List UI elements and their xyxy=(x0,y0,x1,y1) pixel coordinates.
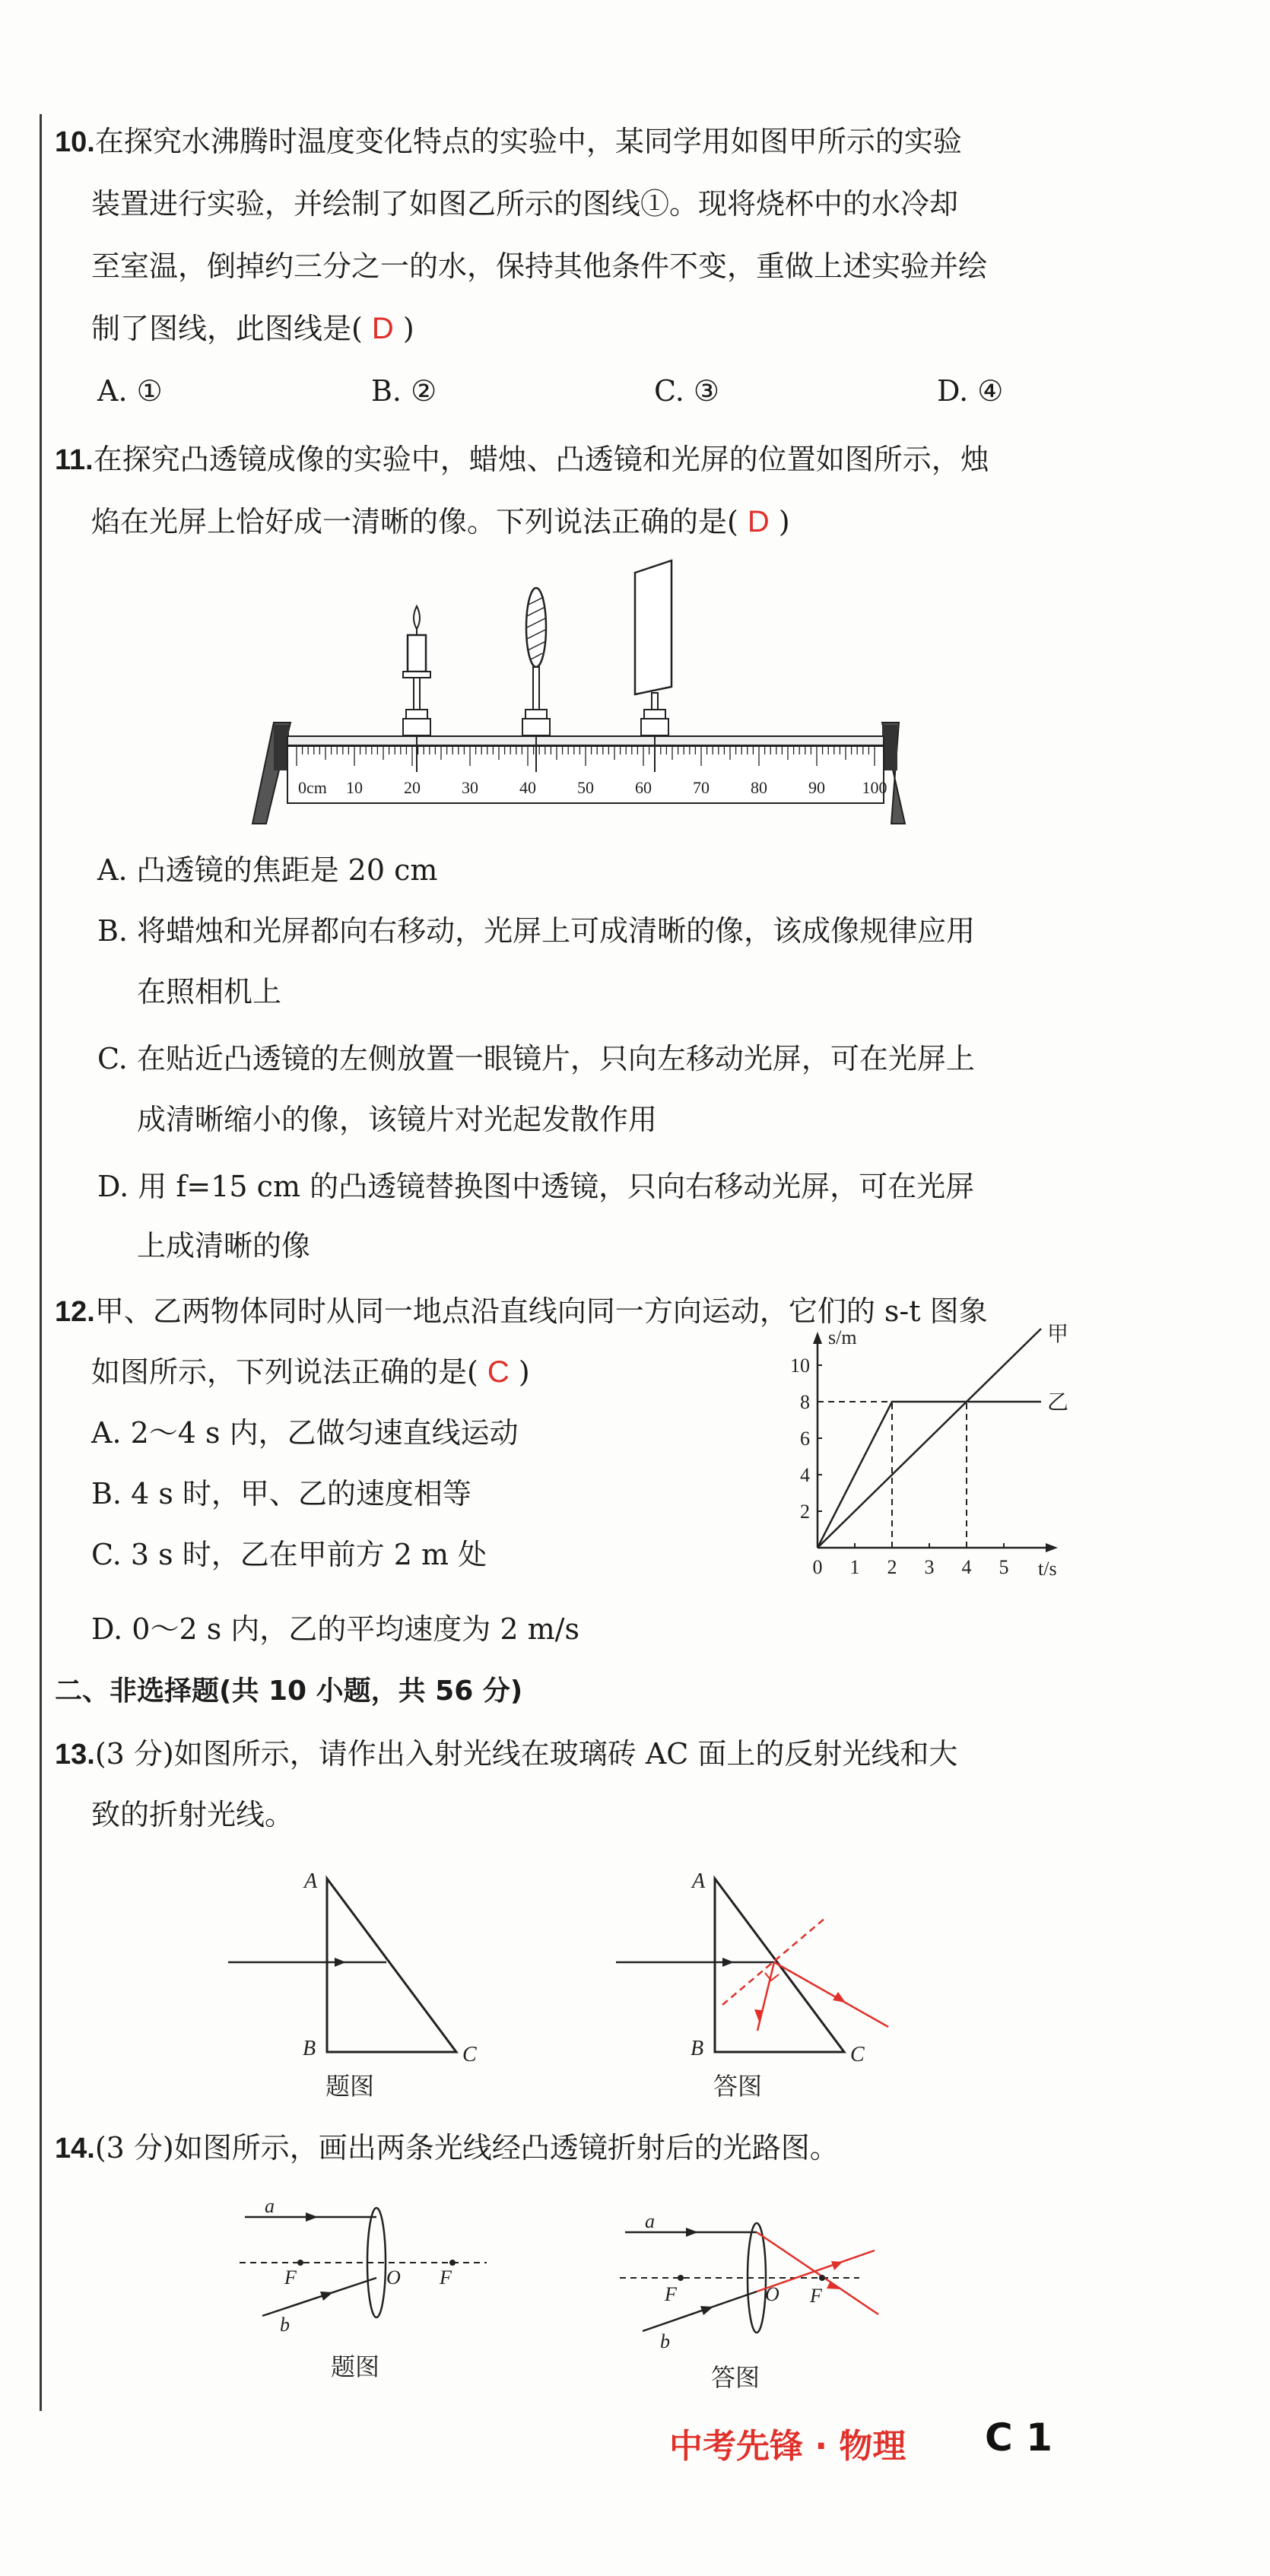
lens-answer-figure xyxy=(616,2202,935,2392)
arrow-icon xyxy=(831,2261,843,2270)
lens-question-figure xyxy=(236,2195,510,2384)
y-tick-label: 10 xyxy=(790,1355,810,1377)
x-tick-label: 2 xyxy=(887,1556,897,1578)
question-text: 至室温，倒掉约三分之一的水，保持其他条件不变，重做上述实验并绘 xyxy=(91,249,988,283)
focus-right-dot xyxy=(449,2260,456,2266)
question-text: 制了图线，此图线是( xyxy=(91,312,363,345)
arrow-icon xyxy=(320,2292,333,2301)
y-tick-label: 6 xyxy=(800,1428,810,1450)
footer-page-code: C 1 xyxy=(985,2416,1053,2460)
focus-left-dot xyxy=(297,2260,303,2266)
answer-mark: D xyxy=(747,505,770,538)
option-d-cont: 上成清晰的像 xyxy=(137,1229,311,1263)
ruler-tick-label: 90 xyxy=(808,778,825,797)
st-graph xyxy=(768,1323,1087,1590)
close-paren: ) xyxy=(518,1355,530,1389)
ruler-tick-label: 0cm xyxy=(298,778,327,797)
series-jia-line xyxy=(818,1329,1041,1548)
prism-answer-figure xyxy=(608,1863,928,2107)
option-c-cont: 成清晰缩小的像，该镜片对光起发散作用 xyxy=(137,1103,658,1136)
label-ray-a: a xyxy=(645,2210,655,2232)
candle-body xyxy=(408,635,426,672)
option-b: B. ② xyxy=(371,374,437,408)
candle-flame-icon xyxy=(414,606,420,629)
option-d: D. 0～2 s 内，乙的平均速度为 2 m/s xyxy=(91,1612,579,1646)
label-c: C xyxy=(462,2043,477,2066)
bench-rail xyxy=(287,736,884,745)
label-b: B xyxy=(691,2037,704,2060)
ruler-tick-label: 100 xyxy=(862,778,887,797)
option-b: B. 4 s 时，甲、乙的速度相等 xyxy=(91,1477,471,1510)
label-focus-right: F xyxy=(810,2285,822,2307)
close-paren: ) xyxy=(402,312,414,345)
option-a: A. 凸透镜的焦距是 20 cm xyxy=(97,853,438,887)
section-title: 二、非选择题(共 10 小题，共 56 分) xyxy=(55,1676,523,1707)
option-c: C. 3 s 时，乙在甲前方 2 m 处 xyxy=(91,1538,487,1571)
question-number: 11. xyxy=(55,444,94,476)
option-d: D. 用 f=15 cm 的凸透镜替换图中透镜，只向右移动光屏，可在光屏 xyxy=(97,1170,975,1203)
arrow-icon xyxy=(827,2281,841,2289)
optical-bench-figure xyxy=(243,559,913,833)
ruler-tick-label: 80 xyxy=(751,778,767,797)
y-tick-label: 8 xyxy=(800,1391,810,1413)
label-c: C xyxy=(850,2043,865,2066)
label-focus-right: F xyxy=(440,2266,452,2289)
x-axis-label: t/s xyxy=(1038,1558,1057,1580)
screen-panel xyxy=(635,561,672,694)
reflected-ray xyxy=(774,1962,888,2027)
option-a: A. ① xyxy=(97,374,163,408)
ray-b xyxy=(262,2278,376,2316)
series-yi-line xyxy=(818,1402,1041,1548)
label-ray-a: a xyxy=(265,2195,275,2217)
y-tick-label: 4 xyxy=(800,1464,810,1486)
y-tick-label: 2 xyxy=(800,1501,810,1523)
ruler-tick-label: 20 xyxy=(404,778,421,797)
answer-mark: C xyxy=(487,1355,510,1389)
candle-holder xyxy=(403,719,430,735)
arrow-icon xyxy=(686,2228,698,2237)
option-d: D. ④ xyxy=(937,374,1004,408)
question-number: 12. xyxy=(55,1296,95,1328)
y-axis-arrow-icon xyxy=(813,1332,822,1344)
question-text: 甲、乙两物体同时从同一地点沿直线向同一方向运动，它们的 s-t 图象 xyxy=(94,1294,988,1328)
answer-mark: D xyxy=(371,312,394,345)
series-jia-label: 甲 xyxy=(1047,1323,1069,1346)
ruler-tick-label: 40 xyxy=(519,778,536,797)
question-text: (3 分)如图所示，请作出入射光线在玻璃砖 AC 面上的反射光线和大 xyxy=(94,1737,958,1771)
arrow-icon xyxy=(335,1958,346,1967)
option-a: A. 2～4 s 内，乙做匀速直线运动 xyxy=(91,1416,519,1450)
page-left-rule xyxy=(40,114,42,2411)
label-focus-left: F xyxy=(284,2266,297,2289)
caption: 题图 xyxy=(331,2352,380,2381)
ruler-tick-label: 50 xyxy=(577,778,594,797)
label-center: O xyxy=(386,2266,401,2289)
lens-holder xyxy=(522,719,550,735)
x-tick-label: 4 xyxy=(961,1556,972,1578)
option-c: C. ③ xyxy=(654,374,719,408)
question-text: 焰在光屏上恰好成一清晰的像。下列说法正确的是( xyxy=(91,505,738,538)
label-ray-b: b xyxy=(660,2330,670,2352)
screen-holder xyxy=(641,719,668,735)
arrow-icon xyxy=(306,2212,318,2222)
x-tick-label: 5 xyxy=(999,1556,1009,1578)
ray-b xyxy=(643,2292,757,2331)
ruler-tick-label: 60 xyxy=(635,778,652,797)
option-b: B. 将蜡烛和光屏都向右移动，光屏上可成清晰的像，该成像规律应用 xyxy=(97,914,976,948)
prism-question-figure xyxy=(221,1863,510,2107)
question-number: 14. xyxy=(55,2133,95,2165)
focus-right-dot xyxy=(819,2275,825,2281)
label-focus-left: F xyxy=(665,2283,677,2305)
ruler-tick-label: 70 xyxy=(693,778,710,797)
question-text: 装置进行实验，并绘制了如图乙所示的图线①。现将烧杯中的水冷却 xyxy=(91,187,959,221)
ruler-tick-label: 30 xyxy=(462,778,478,797)
label-a: A xyxy=(692,1869,706,1893)
caption: 答图 xyxy=(711,2363,760,2392)
question-text: 在探究水沸腾时温度变化特点的实验中，某同学用如图甲所示的实验 xyxy=(94,125,962,158)
label-b: B xyxy=(303,2037,316,2060)
x-axis-arrow-icon xyxy=(1046,1543,1058,1552)
x-tick-label: 3 xyxy=(924,1556,935,1578)
label-center: O xyxy=(765,2283,779,2305)
y-axis-label: s/m xyxy=(828,1326,857,1348)
question-text: (3 分)如图所示，画出两条光线经凸透镜折射后的光路图。 xyxy=(94,2131,839,2165)
arrow-icon xyxy=(700,2306,713,2315)
question-number: 13. xyxy=(55,1739,95,1771)
ruler-tick-label: 10 xyxy=(346,778,363,797)
arrow-icon xyxy=(833,1992,846,2003)
caption: 答图 xyxy=(713,2072,763,2101)
caption: 题图 xyxy=(325,2072,375,2101)
glass-brick xyxy=(327,1879,456,2052)
question-text: 如图所示，下列说法正确的是( xyxy=(91,1355,478,1389)
question-number: 10. xyxy=(55,126,95,158)
footer-brand: 中考先锋 · 物理 xyxy=(669,2427,906,2466)
question-text: 在探究凸透镜成像的实验中，蜡烛、凸透镜和光屏的位置如图所示，烛 xyxy=(93,443,989,476)
series-yi-label: 乙 xyxy=(1047,1391,1069,1415)
close-paren: ) xyxy=(778,505,790,538)
label-ray-b: b xyxy=(280,2314,290,2336)
question-text: 致的折射光线。 xyxy=(91,1798,294,1831)
option-c: C. 在贴近凸透镜的左侧放置一眼镜片，只向左移动光屏，可在光屏上 xyxy=(97,1042,975,1075)
x-tick-label: 0 xyxy=(812,1556,823,1578)
focus-left-dot xyxy=(678,2275,684,2281)
lens-body xyxy=(526,588,546,667)
arrow-icon xyxy=(722,1958,734,1967)
option-b-cont: 在照相机上 xyxy=(137,975,282,1008)
label-a: A xyxy=(304,1869,318,1893)
x-tick-label: 1 xyxy=(849,1556,860,1578)
